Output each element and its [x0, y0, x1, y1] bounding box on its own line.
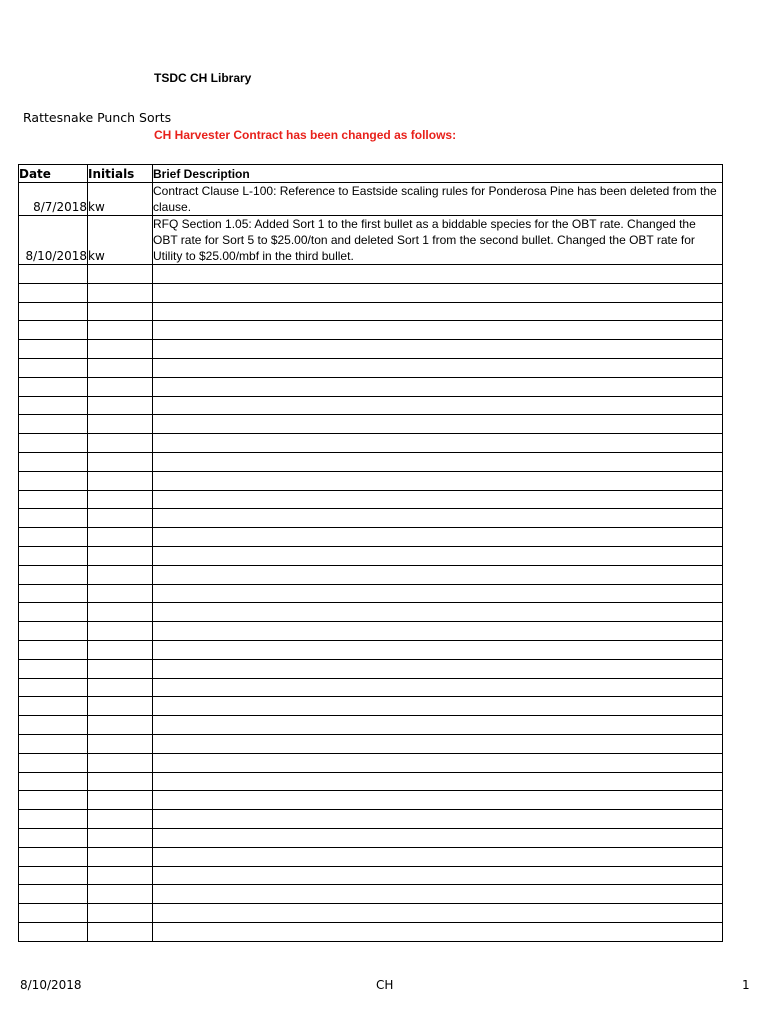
empty-cell — [153, 509, 723, 528]
empty-cell — [88, 546, 153, 565]
empty-table-row — [19, 283, 723, 302]
empty-table-row — [19, 528, 723, 547]
empty-cell — [88, 265, 153, 284]
empty-cell — [153, 922, 723, 941]
empty-cell — [153, 904, 723, 923]
empty-cell — [153, 490, 723, 509]
empty-cell — [19, 358, 88, 377]
empty-table-row — [19, 697, 723, 716]
empty-cell — [19, 396, 88, 415]
empty-cell — [153, 640, 723, 659]
empty-cell — [88, 396, 153, 415]
empty-cell — [153, 847, 723, 866]
empty-cell — [19, 734, 88, 753]
empty-cell — [88, 678, 153, 697]
change-notice: CH Harvester Contract has been changed as follows: — [154, 128, 457, 142]
document-name: Rattesnake Punch Sorts — [23, 110, 172, 125]
empty-table-row — [19, 791, 723, 810]
empty-table-row — [19, 396, 723, 415]
empty-cell — [19, 509, 88, 528]
empty-table-row — [19, 772, 723, 791]
empty-cell — [19, 716, 88, 735]
empty-cell — [88, 452, 153, 471]
empty-cell — [153, 415, 723, 434]
empty-table-row — [19, 302, 723, 321]
empty-cell — [153, 622, 723, 641]
empty-cell — [153, 828, 723, 847]
empty-table-row — [19, 377, 723, 396]
empty-cell — [19, 922, 88, 941]
empty-table-row — [19, 678, 723, 697]
empty-cell — [19, 810, 88, 829]
empty-cell — [88, 302, 153, 321]
empty-cell — [88, 810, 153, 829]
empty-table-row — [19, 922, 723, 941]
empty-cell — [153, 678, 723, 697]
empty-cell — [153, 734, 723, 753]
empty-table-row — [19, 358, 723, 377]
empty-cell — [19, 321, 88, 340]
row-description: Contract Clause L-100: Reference to Eastside scaling rules for Ponderosa Pine has been deleted from the clause. — [153, 183, 723, 216]
empty-cell — [88, 697, 153, 716]
empty-cell — [153, 716, 723, 735]
empty-table-row — [19, 321, 723, 340]
empty-cell — [88, 603, 153, 622]
empty-cell — [19, 302, 88, 321]
empty-cell — [153, 302, 723, 321]
empty-cell — [153, 584, 723, 603]
empty-table-row — [19, 452, 723, 471]
empty-table-row — [19, 904, 723, 923]
empty-cell — [88, 622, 153, 641]
empty-cell — [88, 866, 153, 885]
empty-cell — [88, 753, 153, 772]
empty-cell — [19, 659, 88, 678]
empty-cell — [153, 471, 723, 490]
empty-cell — [88, 791, 153, 810]
table-row — [19, 183, 723, 216]
empty-cell — [153, 283, 723, 302]
empty-cell — [19, 283, 88, 302]
empty-cell — [19, 377, 88, 396]
empty-cell — [88, 734, 153, 753]
empty-cell — [19, 452, 88, 471]
row-date: 8/7/2018 — [19, 183, 88, 216]
empty-cell — [88, 509, 153, 528]
table-header-row — [19, 165, 723, 183]
empty-cell — [88, 847, 153, 866]
empty-cell — [19, 528, 88, 547]
empty-cell — [153, 659, 723, 678]
empty-cell — [88, 565, 153, 584]
empty-cell — [153, 396, 723, 415]
empty-table-row — [19, 734, 723, 753]
empty-table-row — [19, 622, 723, 641]
empty-table-row — [19, 584, 723, 603]
empty-cell — [153, 340, 723, 359]
library-title: TSDC CH Library — [154, 71, 252, 85]
empty-cell — [88, 640, 153, 659]
footer-page-number: 1 — [742, 978, 750, 992]
empty-cell — [88, 434, 153, 453]
empty-cell — [19, 904, 88, 923]
empty-cell — [88, 528, 153, 547]
empty-cell — [153, 546, 723, 565]
empty-cell — [88, 490, 153, 509]
empty-cell — [19, 772, 88, 791]
empty-table-row — [19, 828, 723, 847]
empty-cell — [88, 415, 153, 434]
empty-cell — [19, 866, 88, 885]
empty-table-row — [19, 434, 723, 453]
empty-table-row — [19, 565, 723, 584]
footer-sheet-name: CH — [376, 978, 394, 992]
empty-cell — [19, 340, 88, 359]
empty-cell — [19, 622, 88, 641]
empty-table-row — [19, 753, 723, 772]
empty-cell — [19, 471, 88, 490]
empty-cell — [88, 377, 153, 396]
empty-table-row — [19, 265, 723, 284]
row-initials: kw — [88, 183, 153, 216]
row-date: 8/10/2018 — [19, 216, 88, 265]
empty-cell — [19, 678, 88, 697]
empty-cell — [88, 885, 153, 904]
empty-cell — [88, 904, 153, 923]
column-header-description: Brief Description — [153, 165, 723, 183]
empty-cell — [153, 434, 723, 453]
empty-table-row — [19, 716, 723, 735]
empty-cell — [88, 828, 153, 847]
empty-cell — [153, 377, 723, 396]
empty-cell — [88, 772, 153, 791]
empty-table-row — [19, 471, 723, 490]
empty-cell — [19, 603, 88, 622]
footer-date: 8/10/2018 — [20, 978, 82, 992]
empty-table-row — [19, 640, 723, 659]
empty-table-row — [19, 659, 723, 678]
empty-cell — [19, 847, 88, 866]
empty-cell — [19, 415, 88, 434]
empty-table-row — [19, 415, 723, 434]
empty-cell — [153, 528, 723, 547]
empty-table-row — [19, 490, 723, 509]
table-row — [19, 216, 723, 265]
empty-cell — [153, 265, 723, 284]
column-header-date: Date — [19, 165, 88, 183]
empty-table-row — [19, 340, 723, 359]
empty-cell — [19, 640, 88, 659]
empty-cell — [19, 885, 88, 904]
empty-cell — [153, 452, 723, 471]
row-description: RFQ Section 1.05: Added Sort 1 to the first bullet as a biddable species for the OBT rate. Changed the OBT rate for Sort 5 to $25.00/ton and deleted Sort 1 from the second bullet. Changed the OBT rate for Utility to $25.00/mbf in the third bullet. — [153, 216, 723, 265]
empty-cell — [88, 283, 153, 302]
empty-cell — [88, 922, 153, 941]
empty-table-row — [19, 546, 723, 565]
empty-table-row — [19, 885, 723, 904]
empty-cell — [88, 716, 153, 735]
row-initials: kw — [88, 216, 153, 265]
empty-cell — [153, 810, 723, 829]
empty-cell — [88, 659, 153, 678]
empty-cell — [19, 584, 88, 603]
empty-cell — [153, 791, 723, 810]
empty-table-row — [19, 810, 723, 829]
empty-cell — [88, 584, 153, 603]
empty-table-row — [19, 847, 723, 866]
empty-cell — [153, 885, 723, 904]
empty-cell — [153, 603, 723, 622]
empty-table-row — [19, 603, 723, 622]
empty-cell — [153, 697, 723, 716]
empty-cell — [19, 546, 88, 565]
empty-cell — [19, 565, 88, 584]
empty-cell — [19, 434, 88, 453]
empty-cell — [88, 340, 153, 359]
empty-cell — [19, 265, 88, 284]
empty-cell — [153, 753, 723, 772]
empty-cell — [19, 490, 88, 509]
empty-cell — [153, 358, 723, 377]
empty-cell — [88, 321, 153, 340]
empty-cell — [88, 358, 153, 377]
empty-cell — [19, 791, 88, 810]
empty-cell — [153, 321, 723, 340]
empty-table-row — [19, 866, 723, 885]
empty-cell — [88, 471, 153, 490]
change-log-table — [18, 164, 723, 942]
empty-cell — [153, 866, 723, 885]
empty-cell — [153, 565, 723, 584]
empty-table-row — [19, 509, 723, 528]
empty-cell — [19, 753, 88, 772]
column-header-initials: Initials — [88, 165, 153, 183]
empty-cell — [19, 828, 88, 847]
empty-cell — [153, 772, 723, 791]
empty-cell — [19, 697, 88, 716]
